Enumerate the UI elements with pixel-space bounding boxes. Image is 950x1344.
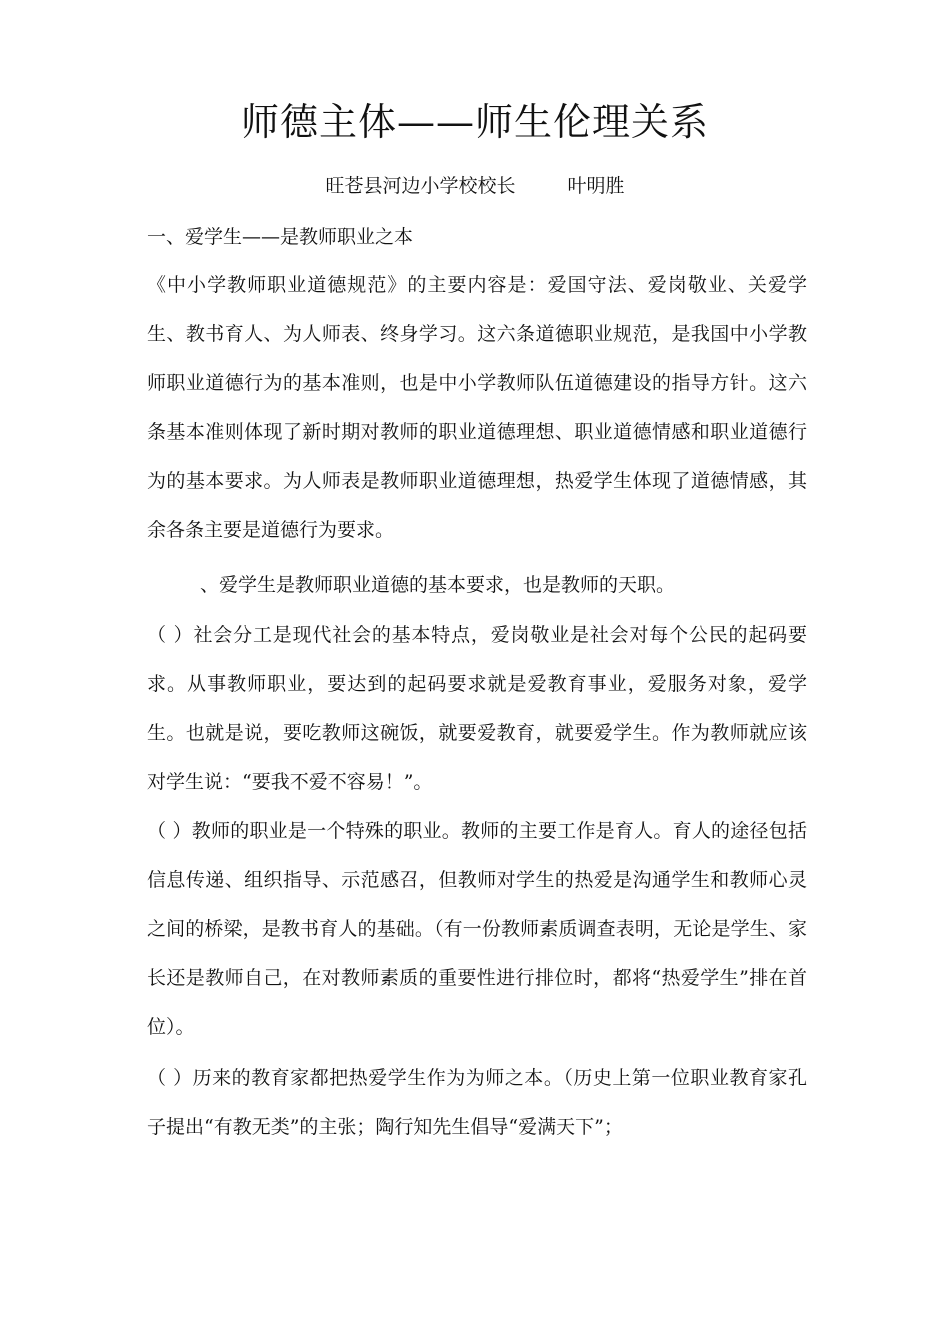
paragraph: （ ）历来的教育家都把热爱学生作为为师之本。（历史上第一位职业教育家孔子提出“有教无类”的主张；陶行知先生倡导“爱满天下”； [147,1067,807,1138]
document-title: 师德主体——师生伦理关系 [240,100,709,144]
paragraph: （ ）教师的职业是一个特殊的职业。教师的主要工作是育人。育人的途径包括信息传递、组织指导、示范感召，但教师对学生的热爱是沟通学生和教师心灵之间的桥梁，是教书育人的基础。（有一份教师素质调查表明，无论是学生、家长还是教师自己，在对教师素质的重要性进行排位时，都将“热爱学生”排在首位）。 [147,820,807,1038]
paragraph: （ ）社会分工是现代社会的基本特点，爱岗敬业是社会对每个公民的起码要求。从事教师职业，要达到的起码要求就是爱教育事业，爱服务对象，爱学生。也就是说，要吃教师这碗饭，就要爱教育，就要爱学生。作为教师就应该对学生说：“要我不爱不容易！”。 [147,624,807,793]
author-name: 叶明胜 [567,175,625,197]
paragraph: 、爱学生是教师职业道德的基本要求，也是教师的天职。 [200,574,676,596]
paragraph: 《中小学教师职业道德规范》的主要内容是：爱国守法、爱岗敬业、关爱学生、教书育人、为人师表、终身学习。这六条道德职业规范，是我国中小学教师职业道德行为的基本准则，也是中小学教师队伍道德建设的指导方针。这六条基本准则体现了新时期对教师的职业道德理想、职业道德情感和职业道德行为的基本要求。为人师表是教师职业道德理想，热爱学生体现了道德情感，其余各条主要是道德行为要求。 [147,274,807,541]
byline [0,170,950,202]
author-affiliation: 旺苍县河边小学校校长 [325,175,516,197]
section-heading: 一、爱学生——是教师职业之本 [147,226,414,248]
